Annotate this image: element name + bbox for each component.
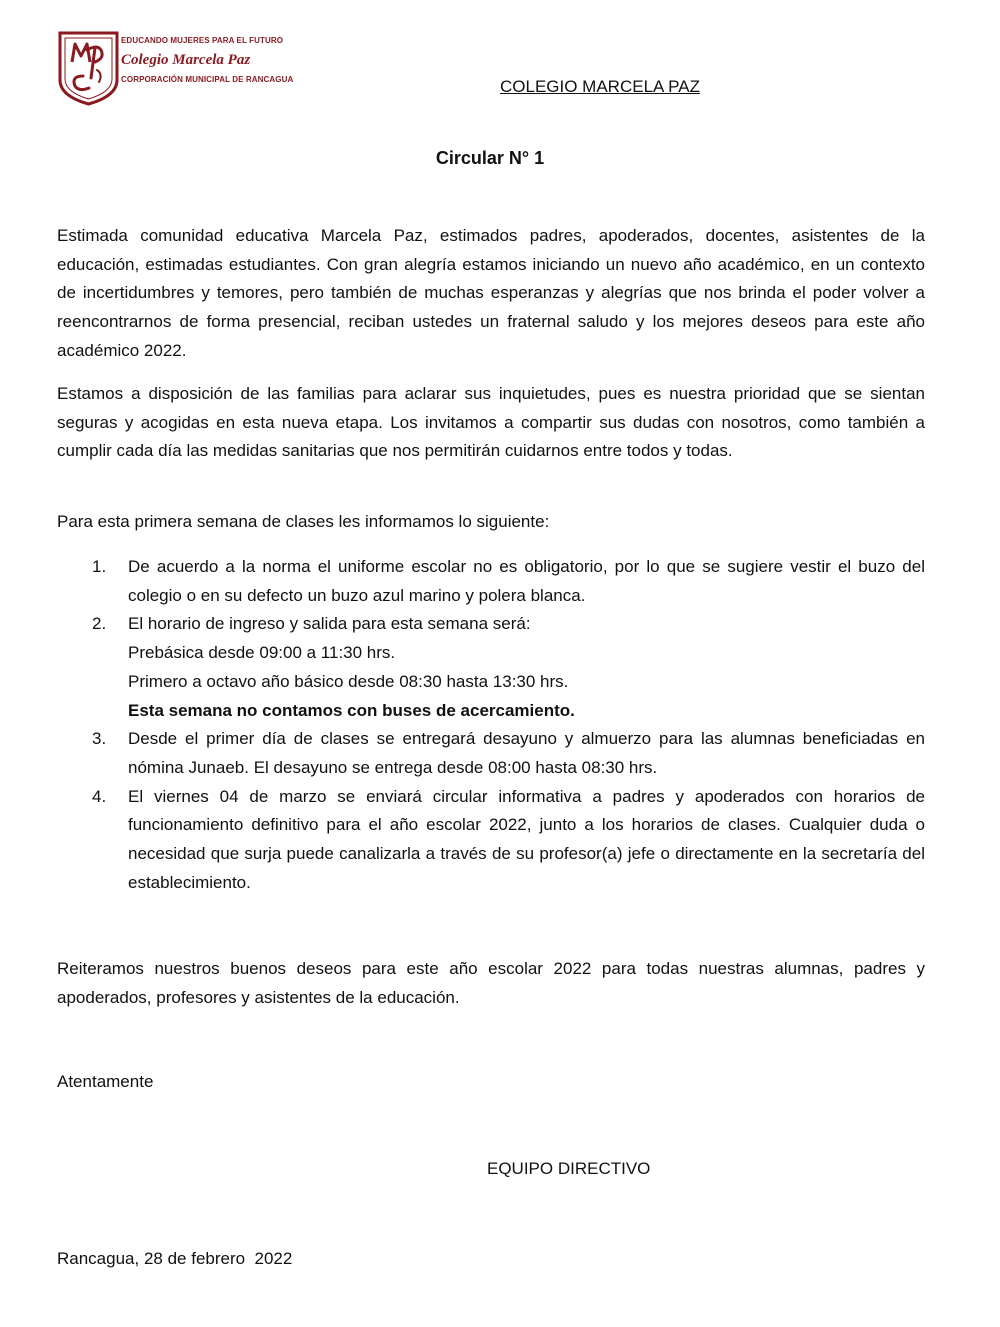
place-date: Rancagua, 28 de febrero 2022 (57, 1249, 293, 1268)
paragraph-greeting: Estimada comunidad educativa Marcela Paz, estimados padres, apoderados, docentes, asistentes de la educación, estimadas estudiantes. Con gran alegría estamos iniciando un nuevo año académico, en un contexto de incertidumbres y temores, pero también de muchas esperanzas y alegrías que nos brinda el poder volver a reencontrarnos de forma presencial, reciban ustedes un fraternal saludo y los mejores deseos para este año académico 2022. (57, 226, 925, 360)
paragraph-availability: Estamos a disposición de las familias para aclarar sus inquietudes, pues es nuestra prioridad que se sientan seguras y acogidas en esta nueva etapa. Los invitamos a compartir sus dudas con nosotros, como también a cumplir cada día las medidas sanitarias que nos permitirán cuidarnos entre todos y todas. (57, 384, 925, 461)
circular-title: Circular N° 1 (435, 148, 545, 168)
list-item-number: 1. (92, 557, 107, 576)
info-list (57, 553, 925, 897)
school-logo (57, 30, 294, 106)
list-item (57, 783, 925, 898)
closing-salutation: Atentamente (57, 1072, 154, 1091)
logo-corporation: CORPORACIÓN MUNICIPAL DE RANCAGUA (121, 75, 294, 84)
logo-motto: EDUCANDO MUJERES PARA EL FUTURO (121, 36, 284, 45)
paragraph-closing-wishes: Reiteramos nuestros buenos deseos para este año escolar 2022 para todas nuestras alumnas, padres y apoderados, profesores y asistentes de la educación. (57, 959, 925, 1007)
list-item-text: El viernes 04 de marzo se enviará circular informativa a padres y apoderados con horarios de funcionamiento definitivo para el año escolar 2022, junto a los horarios de clases. Cualquier duda o necesidad que surja puede canalizarla a través de su profesor(a) jefe o directamente en la secretaría del establecimiento. (128, 786, 925, 892)
signature: EQUIPO DIRECTIVO (487, 1159, 651, 1178)
list-item-text: De acuerdo a la norma el uniforme escolar no es obligatorio, por lo que se sugiere vestir el buzo del colegio o en su defecto un buzo azul marino y polera blanca. (128, 557, 925, 605)
list-item-number: 2. (92, 614, 107, 634)
list-item (57, 725, 925, 782)
list-item-number: 3. (92, 729, 107, 749)
list-item-text: Desde el primer día de clases se entregará desayuno y almuerzo para las alumnas beneficiadas en nómina Junaeb. El desayuno se entrega desde 08:00 hasta 08:30 hrs. (128, 729, 925, 777)
paragraph-intro-list: Para esta primera semana de clases les informamos lo siguiente: (57, 512, 550, 531)
list-item-number: 4. (92, 786, 107, 806)
bus-notice: Esta semana no contamos con buses de acercamiento. (128, 700, 575, 720)
logo-text (121, 36, 294, 84)
schedule-prebasica: Prebásica desde 09:00 a 11:30 hrs. (128, 643, 396, 663)
school-name-header: COLEGIO MARCELA PAZ (500, 77, 700, 96)
list-item-text: El horario de ingreso y salida para esta semana será: (128, 614, 531, 634)
logo-school-name: Colegio Marcela Paz (121, 52, 251, 68)
schedule-basica: Primero a octavo año básico desde 08:30 hasta 13:30 hrs. (128, 671, 569, 691)
list-item (57, 553, 925, 610)
list-item (57, 610, 925, 725)
